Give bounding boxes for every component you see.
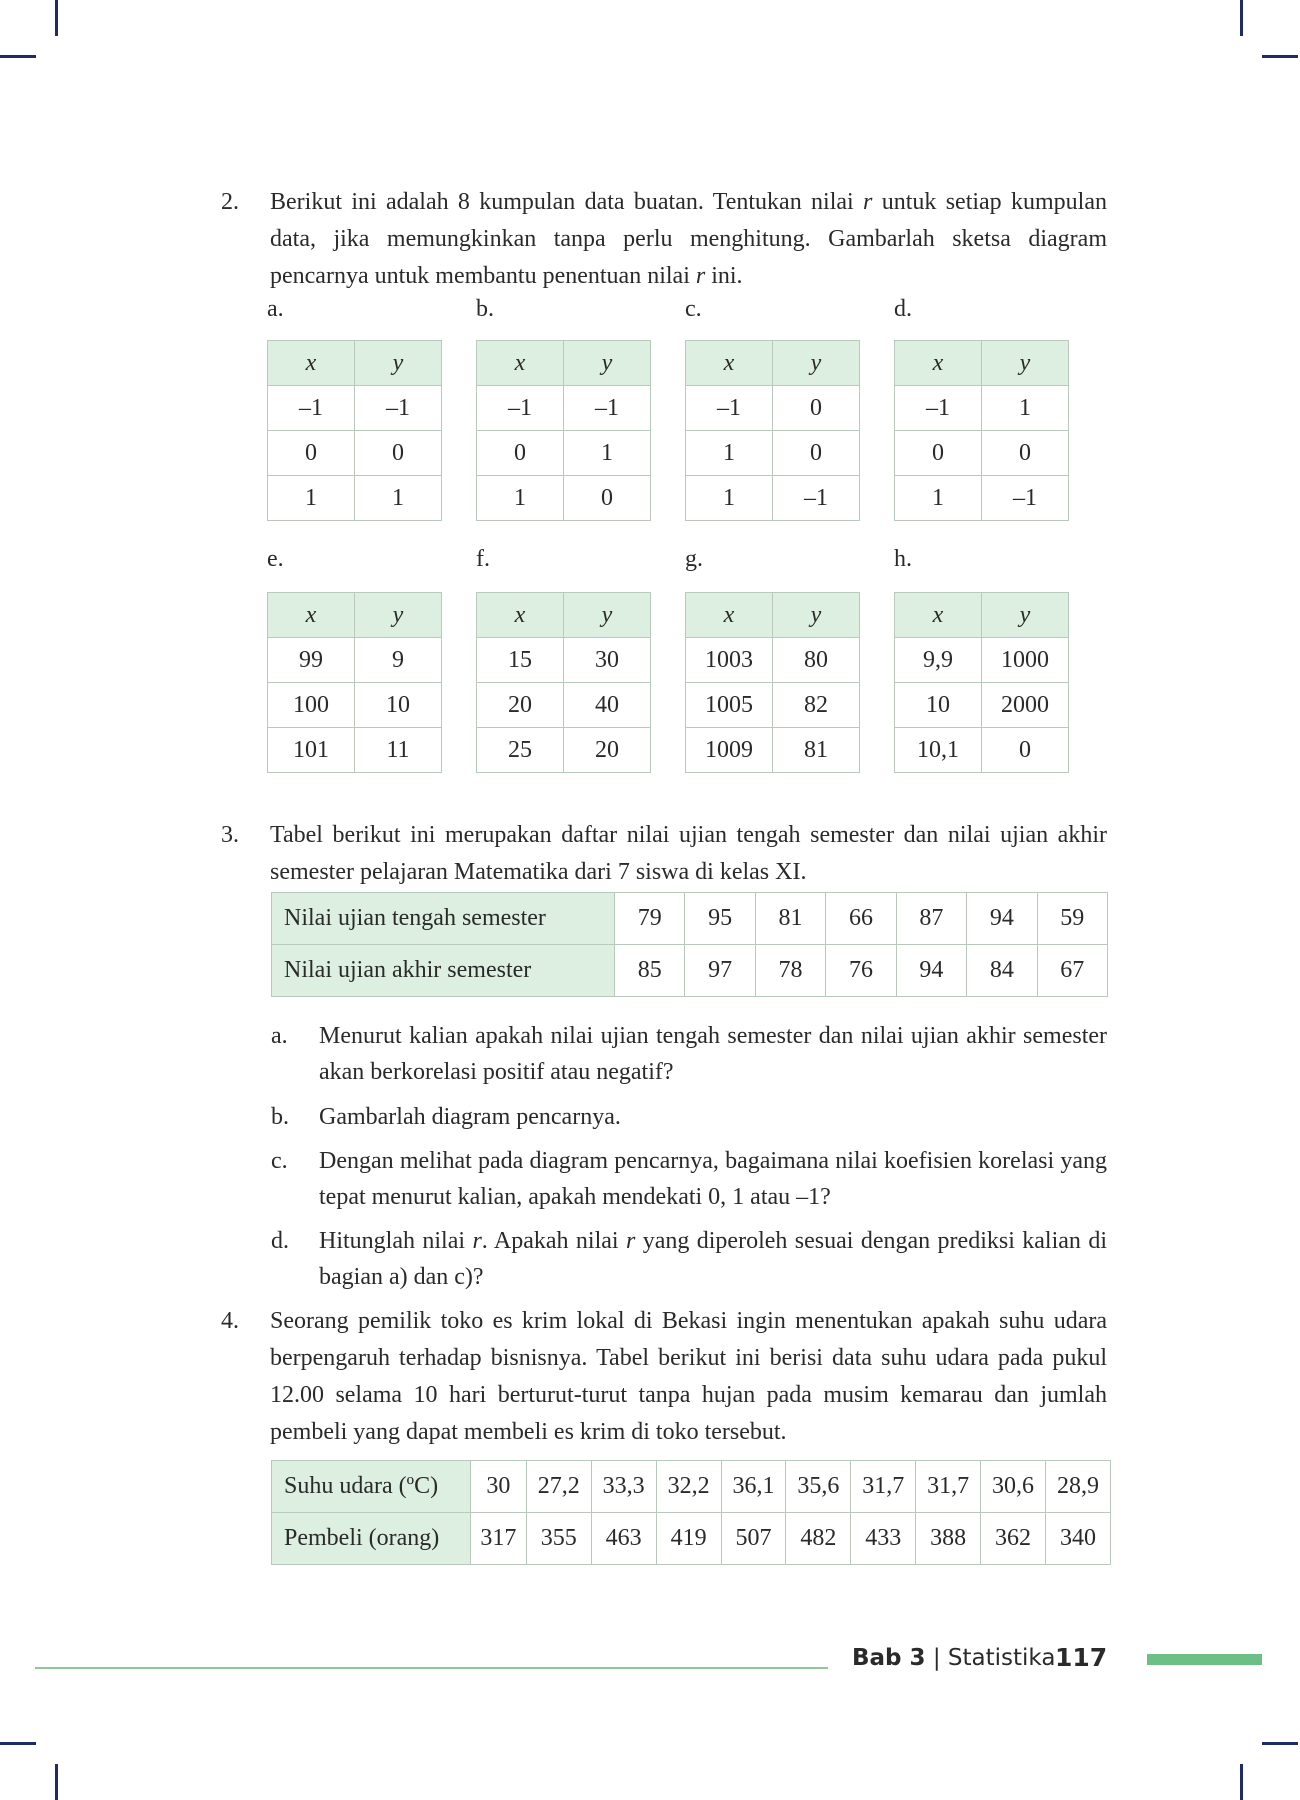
question-4: [221, 1303, 1107, 1451]
table-cell: 100: [268, 683, 355, 728]
table-cell: 81: [755, 893, 825, 945]
table-row: [268, 638, 442, 683]
subquestion-label: b.: [271, 1104, 289, 1130]
table-cell: 95: [685, 893, 755, 945]
question-text: Seorang pemilik toko es krim lokal di Bekasi ingin menentukan apakah suhu udara berpengaruh terhadap bisnisnya. Tabel berikut ini berisi data suhu udara pada pukul 12.00 selama 10 hari berturut-turut tanpa hujan pada musim kemarau dan jumlah pembeli yang dapat membeli es krim di toko tersebut.: [270, 1308, 1107, 1445]
question-2: [221, 184, 1107, 295]
table-row: [272, 893, 1108, 945]
table-cell: 0: [982, 728, 1069, 773]
table-cell: 30: [471, 1461, 527, 1513]
table-cell: 9,9: [895, 638, 982, 683]
table-cell: 80: [773, 638, 860, 683]
crop-mark: [55, 1764, 58, 1800]
table-cell: 1000: [982, 638, 1069, 683]
table-header-row: [895, 593, 1069, 638]
crop-mark: [0, 1742, 36, 1745]
table-row: [272, 1513, 1111, 1565]
table-cell: –1: [477, 386, 564, 431]
data-set-table: [685, 340, 860, 521]
table-cell: –1: [982, 476, 1069, 521]
table-cell: 66: [826, 893, 896, 945]
table-cell: 59: [1037, 893, 1107, 945]
table-cell: 317: [471, 1513, 527, 1565]
question-number: 2.: [221, 189, 239, 215]
column-header: x: [477, 341, 564, 386]
table-cell: 20: [477, 683, 564, 728]
table-header-row: [477, 341, 651, 386]
crop-mark: [55, 0, 58, 36]
table-cell: 67: [1037, 945, 1107, 997]
table-row: [895, 728, 1069, 773]
row-label: Suhu udara (ºC): [272, 1461, 471, 1513]
table-row: [477, 431, 651, 476]
table-row: [895, 638, 1069, 683]
question-text: Tabel berikut ini merupakan daftar nilai ujian tengah semester dan nilai ujian akhir semester pelajaran Matematika dari 7 siswa di kelas XI.: [270, 822, 1107, 885]
table-cell: 1: [686, 476, 773, 521]
column-header: x: [686, 341, 773, 386]
subquestion-d: [271, 1223, 1107, 1295]
table-cell: 32,2: [656, 1461, 721, 1513]
subquestion-text: Hitunglah nilai r. Apakah nilai r yang diperoleh sesuai dengan prediksi kalian di bagian a) dan c)?: [319, 1228, 1107, 1290]
data-set-label: b.: [476, 296, 494, 322]
data-set-label: g.: [685, 546, 703, 572]
table-cell: –1: [564, 386, 651, 431]
table-cell: 482: [786, 1513, 851, 1565]
table-header-row: [268, 341, 442, 386]
subquestion-b: [271, 1099, 1107, 1135]
subquestion-label: d.: [271, 1228, 289, 1254]
table-cell: 10: [355, 683, 442, 728]
table-header-row: [686, 341, 860, 386]
subquestion-a: [271, 1018, 1107, 1090]
table-cell: 0: [564, 476, 651, 521]
table-row: [686, 476, 860, 521]
table-cell: 1009: [686, 728, 773, 773]
column-header: x: [895, 341, 982, 386]
table-cell: 2000: [982, 683, 1069, 728]
table-cell: 419: [656, 1513, 721, 1565]
table-cell: 87: [896, 893, 966, 945]
table-cell: 388: [916, 1513, 981, 1565]
table-cell: 97: [685, 945, 755, 997]
table-row: [477, 728, 651, 773]
table-cell: 0: [895, 431, 982, 476]
column-header: y: [773, 593, 860, 638]
table-cell: 85: [615, 945, 685, 997]
table-row: [272, 1461, 1111, 1513]
data-set-table: [476, 340, 651, 521]
table-header-row: [268, 593, 442, 638]
table-cell: 0: [773, 431, 860, 476]
table-cell: 1: [268, 476, 355, 521]
table-row: [268, 476, 442, 521]
data-set-table: [894, 340, 1069, 521]
table-cell: 355: [526, 1513, 591, 1565]
table-cell: 1: [895, 476, 982, 521]
table-row: [895, 476, 1069, 521]
crop-mark: [1240, 0, 1243, 36]
column-header: y: [564, 593, 651, 638]
table-cell: 0: [355, 431, 442, 476]
table-cell: 40: [564, 683, 651, 728]
table-cell: 340: [1045, 1513, 1110, 1565]
data-set-label: c.: [685, 296, 702, 322]
table-cell: 433: [851, 1513, 916, 1565]
table-cell: 33,3: [591, 1461, 656, 1513]
table-row: [686, 638, 860, 683]
table-cell: 10: [895, 683, 982, 728]
subquestion-c: [271, 1143, 1107, 1215]
subquestion-label: a.: [271, 1023, 288, 1049]
table-row: [268, 728, 442, 773]
table-row: [686, 386, 860, 431]
subquestion-text: Menurut kalian apakah nilai ujian tengah semester dan nilai ujian akhir semester akan berkorelasi positif atau negatif?: [319, 1023, 1107, 1085]
table-header-row: [477, 593, 651, 638]
table-cell: 362: [981, 1513, 1046, 1565]
data-set-label: d.: [894, 296, 912, 322]
exam-scores-table: [271, 892, 1108, 997]
subquestion-label: c.: [271, 1148, 288, 1174]
table-cell: 11: [355, 728, 442, 773]
column-header: x: [268, 593, 355, 638]
table-row: [477, 638, 651, 683]
table-cell: 94: [896, 945, 966, 997]
table-row: [477, 476, 651, 521]
table-row: [268, 683, 442, 728]
column-header: y: [982, 341, 1069, 386]
table-cell: 1: [686, 431, 773, 476]
table-cell: 0: [268, 431, 355, 476]
table-cell: 463: [591, 1513, 656, 1565]
footer-chapter: Bab 3 | Statistika: [852, 1645, 1056, 1671]
data-set-label: h.: [894, 546, 912, 572]
table-cell: 507: [721, 1513, 786, 1565]
column-header: y: [355, 593, 442, 638]
table-row: [686, 683, 860, 728]
table-cell: 1: [564, 431, 651, 476]
table-cell: –1: [355, 386, 442, 431]
table-cell: 31,7: [851, 1461, 916, 1513]
column-header: y: [355, 341, 442, 386]
table-cell: 99: [268, 638, 355, 683]
crop-mark: [1262, 1742, 1298, 1745]
row-label: Pembeli (orang): [272, 1513, 471, 1565]
table-cell: 20: [564, 728, 651, 773]
row-label: Nilai ujian akhir semester: [272, 945, 615, 997]
crop-mark: [1240, 1764, 1243, 1800]
table-cell: 27,2: [526, 1461, 591, 1513]
table-row: [686, 728, 860, 773]
column-header: y: [773, 341, 860, 386]
table-cell: –1: [895, 386, 982, 431]
table-cell: 36,1: [721, 1461, 786, 1513]
table-cell: –1: [686, 386, 773, 431]
data-set-table: [267, 592, 442, 773]
data-set-table: [685, 592, 860, 773]
table-row: [895, 431, 1069, 476]
row-label: Nilai ujian tengah semester: [272, 893, 615, 945]
column-header: y: [564, 341, 651, 386]
table-cell: 101: [268, 728, 355, 773]
data-set-label: f.: [476, 546, 490, 572]
table-cell: 0: [773, 386, 860, 431]
table-cell: 1005: [686, 683, 773, 728]
table-cell: 15: [477, 638, 564, 683]
subquestion-text: Gambarlah diagram pencarnya.: [319, 1104, 621, 1130]
ice-cream-sales-table: [271, 1460, 1111, 1565]
question-text: Berikut ini adalah 8 kumpulan data buatan. Tentukan nilai r untuk setiap kumpulan data, jika memungkinkan tanpa perlu menghitung. Gambarlah sketsa diagram pencarnya untuk membantu penentuan nilai r ini.: [270, 189, 1108, 289]
crop-mark: [1262, 55, 1298, 58]
table-row: [268, 386, 442, 431]
column-header: y: [982, 593, 1069, 638]
column-header: x: [268, 341, 355, 386]
data-set-table: [267, 340, 442, 521]
table-cell: 0: [477, 431, 564, 476]
table-cell: 1: [982, 386, 1069, 431]
data-set-label: a.: [267, 296, 284, 322]
question-number: 3.: [221, 822, 239, 848]
table-row: [895, 386, 1069, 431]
page-number: 117: [1055, 1643, 1108, 1672]
data-set-label: e.: [267, 546, 284, 572]
table-cell: 1003: [686, 638, 773, 683]
table-cell: –1: [773, 476, 860, 521]
table-cell: 25: [477, 728, 564, 773]
data-set-table: [894, 592, 1069, 773]
table-row: [477, 683, 651, 728]
table-cell: 10,1: [895, 728, 982, 773]
table-cell: 28,9: [1045, 1461, 1110, 1513]
table-cell: 82: [773, 683, 860, 728]
subquestion-text: Dengan melihat pada diagram pencarnya, bagaimana nilai koefisien korelasi yang tepat menurut kalian, apakah mendekati 0, 1 atau –1?: [319, 1148, 1107, 1210]
table-cell: 30,6: [981, 1461, 1046, 1513]
table-cell: –1: [268, 386, 355, 431]
table-cell: 30: [564, 638, 651, 683]
table-header-row: [686, 593, 860, 638]
table-cell: 76: [826, 945, 896, 997]
table-cell: 1: [477, 476, 564, 521]
table-cell: 81: [773, 728, 860, 773]
footer-accent-bar: [1147, 1654, 1262, 1665]
table-cell: 31,7: [916, 1461, 981, 1513]
table-cell: 0: [982, 431, 1069, 476]
table-row: [895, 683, 1069, 728]
column-header: x: [477, 593, 564, 638]
table-cell: 94: [967, 893, 1037, 945]
table-cell: 79: [615, 893, 685, 945]
question-3: [221, 817, 1107, 891]
table-row: [686, 431, 860, 476]
table-cell: 35,6: [786, 1461, 851, 1513]
table-cell: 1: [355, 476, 442, 521]
data-set-table: [476, 592, 651, 773]
table-row: [477, 386, 651, 431]
table-header-row: [895, 341, 1069, 386]
crop-mark: [0, 55, 36, 58]
table-row: [268, 431, 442, 476]
column-header: x: [686, 593, 773, 638]
question-number: 4.: [221, 1308, 239, 1334]
table-row: [272, 945, 1108, 997]
column-header: x: [895, 593, 982, 638]
table-cell: 78: [755, 945, 825, 997]
table-cell: 84: [967, 945, 1037, 997]
footer-rule: [35, 1667, 828, 1669]
table-cell: 9: [355, 638, 442, 683]
